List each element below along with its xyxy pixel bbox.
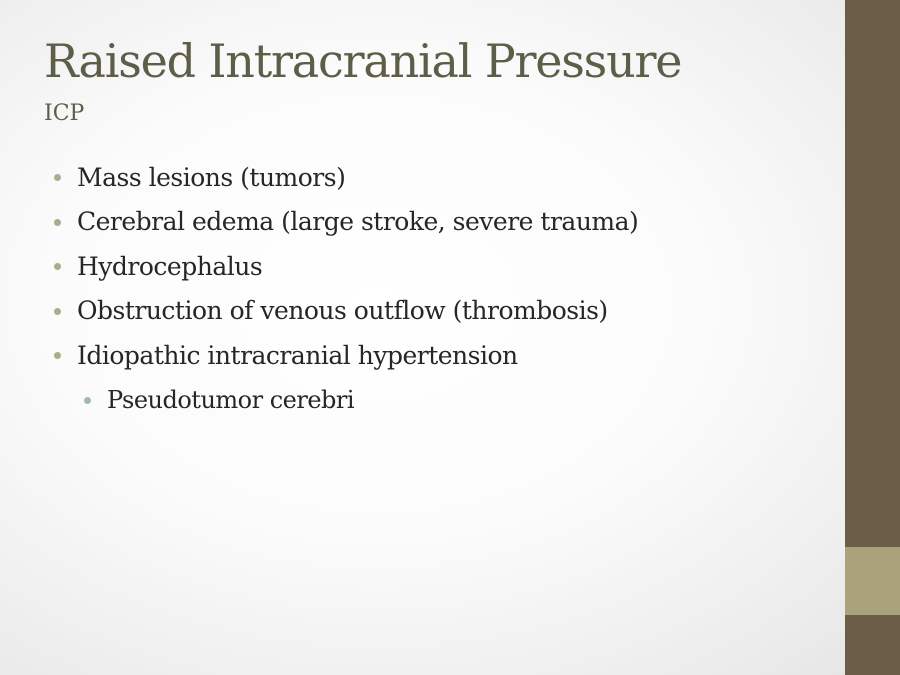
bullet-item-cerebral-edema xyxy=(50,200,830,245)
bullet-text: Pseudotumor cerebri xyxy=(107,385,355,414)
sidebar-accent-block xyxy=(845,547,900,615)
bullet-text: Idiopathic intracranial hypertension xyxy=(77,340,518,370)
bullet-item-venous-obstruction xyxy=(50,289,830,334)
bullet-item-idiopathic-hypertension xyxy=(50,333,830,378)
slide-subtitle: ICP xyxy=(44,101,85,126)
bullet-dot-icon xyxy=(54,308,61,315)
bullet-dot-icon xyxy=(54,174,61,181)
bullet-list xyxy=(50,155,830,422)
bullet-text: Cerebral edema (large stroke, severe trauma) xyxy=(77,207,639,237)
bullet-dot-icon xyxy=(54,219,61,226)
bullet-item-hydrocephalus xyxy=(50,244,830,289)
sub-bullet-dot-icon xyxy=(84,397,91,404)
bullet-item-mass-lesions xyxy=(50,155,830,200)
bullet-text: Mass lesions (tumors) xyxy=(77,162,346,192)
bullet-text: Hydrocephalus xyxy=(77,251,263,281)
slide-title: Raised Intracranial Pressure xyxy=(44,34,682,88)
bullet-dot-icon xyxy=(54,263,61,270)
sub-bullet-item-pseudotumor xyxy=(50,378,830,423)
bullet-dot-icon xyxy=(54,352,61,359)
bullet-text: Obstruction of venous outflow (thrombosis) xyxy=(77,296,608,326)
